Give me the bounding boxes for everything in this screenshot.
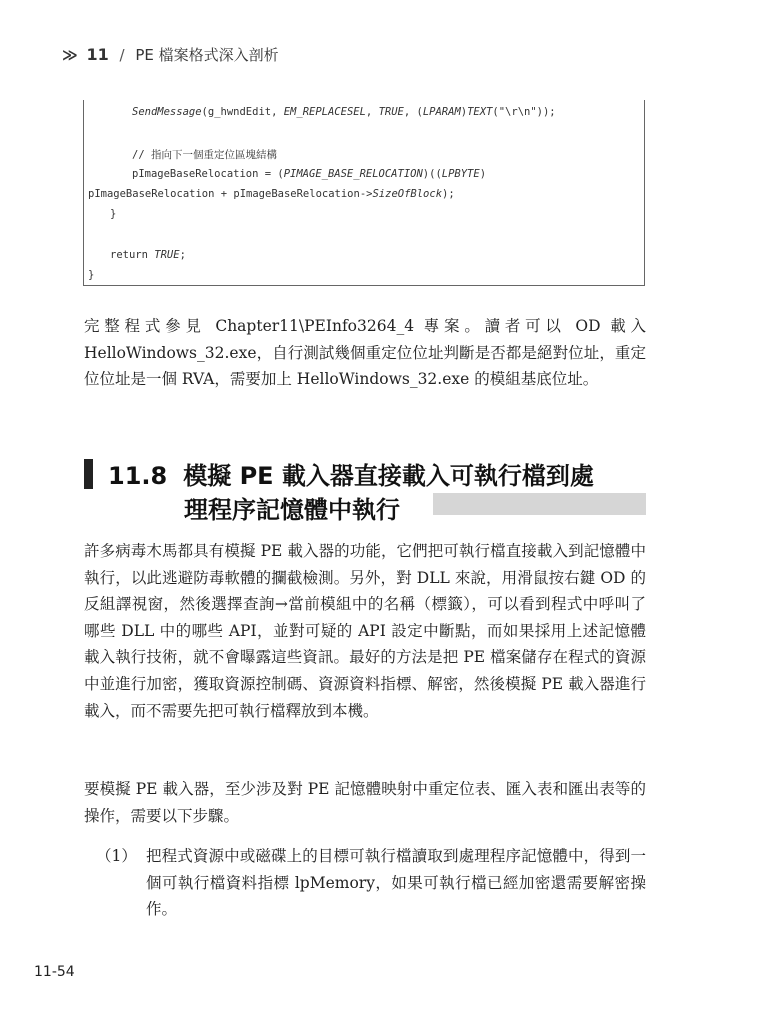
- page-number: 11-54: [34, 964, 75, 980]
- step-number: （1）: [96, 847, 137, 865]
- paragraph-loader-intro: 許多病毒木馬都具有模擬 PE 載入器的功能，它們把可執行檔直接載入到記憶體中執行，以此逃避防毒軟體的攔截檢測。另外，對 DLL 來說，用滑鼠按右鍵 OD 的反組譯視窗，然後選擇查詢→當前模組中的名稱（標籤），可以看到程式中呼叫了哪些 DLL 中的哪些 API，並對可疑的 API 設定中斷點，而如果採用上述記憶體載入執行技術，就不會曝露這些資訊。最好的方法是把 PE 檔案儲存在程式的資源中並進行加密，獲取資源控制碼、資源資料指標、解密，然後模擬 PE 載入器進行載入，而不需要先把可執行檔釋放到本機。: [84, 542, 646, 720]
- section-title-line1: 模擬 PE 載入器直接載入可執行檔到處: [183, 462, 594, 490]
- chapter-title: PE 檔案格式深入剖析: [135, 46, 279, 64]
- section-number: 11.8: [108, 462, 168, 490]
- code-line-return: return TRUE;: [110, 249, 186, 261]
- code-comment: // 指向下一個重定位區塊結構: [132, 149, 277, 161]
- section-marker-bar: [84, 459, 93, 489]
- section-title-line2: 理程序記憶體中執行: [184, 496, 400, 524]
- paragraph-steps-intro: 要模擬 PE 載入器，至少涉及對 PE 記憶體映射中重定位表、匯入表和匯出表等的操作，需要以下步驟。: [84, 780, 646, 825]
- code-line-relocation-offset: pImageBaseRelocation + pImageBaseRelocation->SizeOfBlock);: [88, 188, 455, 200]
- chapter-number: 11: [86, 45, 109, 64]
- section-title-underlay: [433, 493, 646, 515]
- code-listing: [83, 100, 645, 286]
- code-line-close-brace-outer: }: [88, 269, 95, 281]
- code-line-sendmessage: SendMessage(g_hwndEdit, EM_REPLACESEL, TRUE, (LPARAM)TEXT("\r\n"));: [132, 106, 556, 118]
- paragraph-project-reference: 完整程式參見 Chapter11\PEInfo3264_4 專案。讀者可以 OD 載入 HelloWindows_32.exe，自行測試幾個重定位位址判斷是否都是絕對位址，重定位位址是一個 RVA，需要加上 HelloWindows_32.exe 的模組基底位址。: [84, 317, 646, 389]
- code-line-close-brace-inner: }: [110, 208, 117, 220]
- running-header: [62, 44, 279, 65]
- chapter-arrows-icon: ≫: [62, 46, 78, 64]
- step-text: 把程式資源中或磁碟上的目標可執行檔讀取到處理程序記憶體中，得到一個可執行檔資料指標 lpMemory，如果可執行檔已經加密還需要解密操作。: [146, 847, 646, 919]
- code-line-relocation-assign: pImageBaseRelocation = (PIMAGE_BASE_RELOCATION)((LPBYTE): [132, 168, 487, 180]
- section-heading: [84, 456, 646, 522]
- header-separator: /: [119, 46, 125, 64]
